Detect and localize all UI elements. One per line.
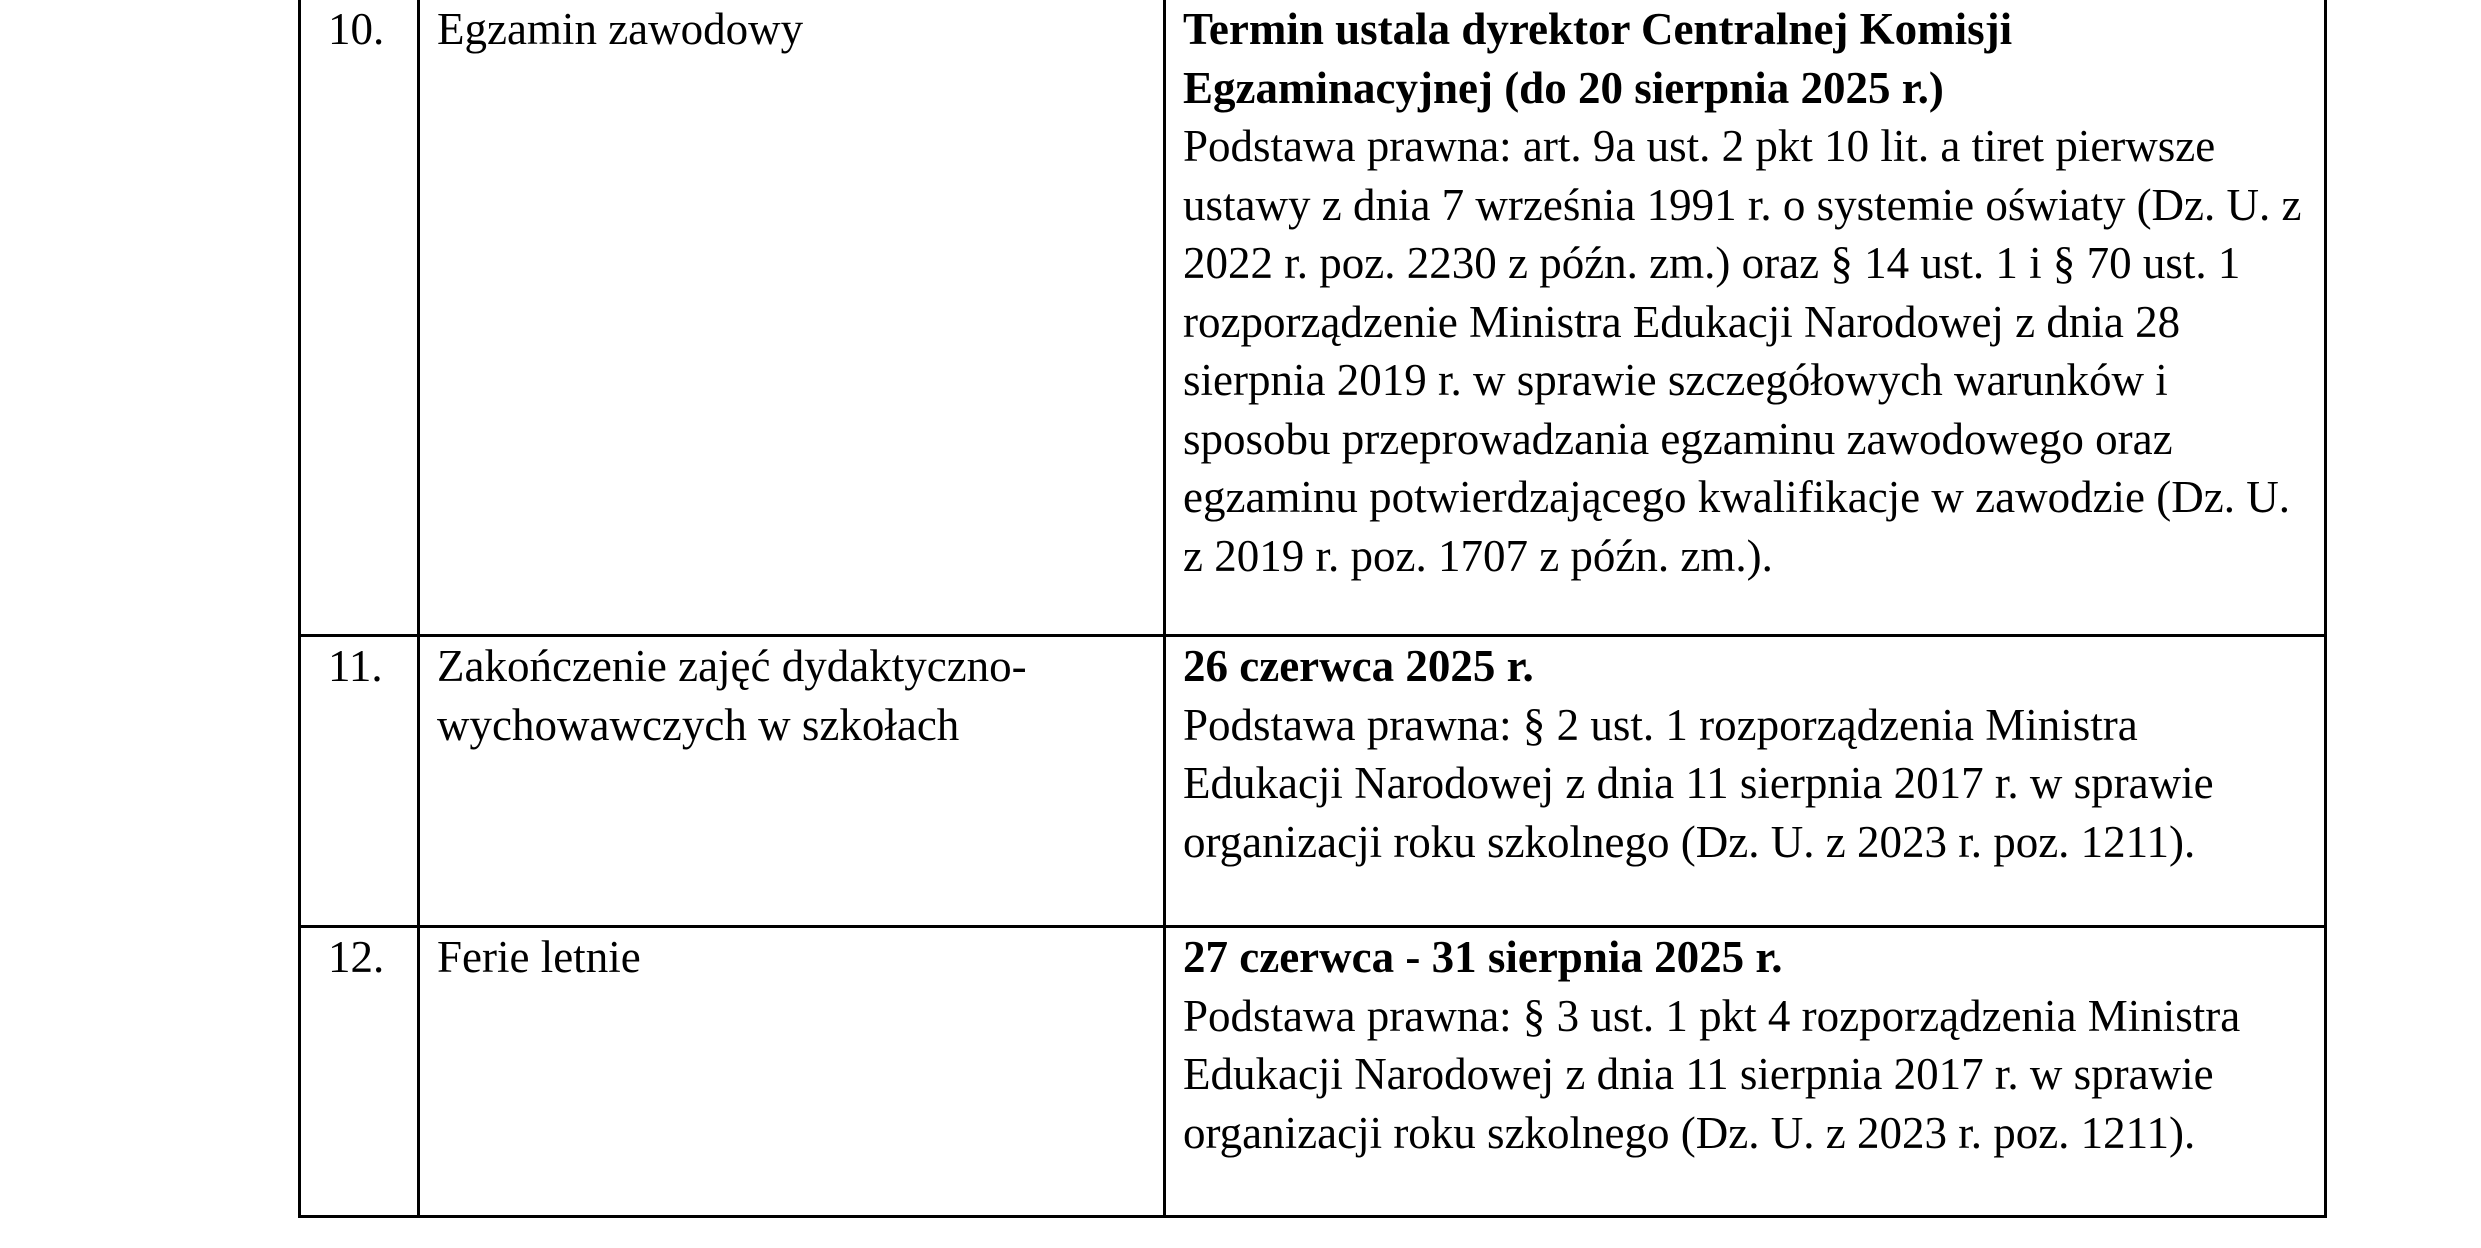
event-details	[1165, 0, 2326, 636]
legal-basis: Podstawa prawna: art. 9a ust. 2 pkt 10 lit. a tiret pierwsze ustawy z dnia 7 września 1991 r. o systemie oświaty (Dz. U. z 2022 r. poz. 2230 z późn. zm.) oraz § 14 ust. 1 i § 70 ust. 1 rozporządzenie Ministra Edukacji Narodowej z dnia 28 sierpnia 2019 r. w sprawie szczegółowych warunków i sposobu przeprowadzania egzaminu zawodowego oraz egzaminu potwierdzającego kwalifikacje w zawodzie (Dz. U. z 2019 r. poz. 1707 z późn. zm.).	[1183, 121, 2302, 581]
event-date: 27 czerwca - 31 sierpnia 2025 r.	[1183, 932, 1783, 982]
table-row	[300, 927, 2326, 1217]
event-name: Egzamin zawodowy	[419, 0, 1165, 636]
row-number: 10.	[300, 0, 419, 636]
row-number: 11.	[300, 636, 419, 927]
legal-basis: Podstawa prawna: § 2 ust. 1 rozporządzenia Ministra Edukacji Narodowej z dnia 11 sierpnia 2017 r. w sprawie organizacji roku szkolnego (Dz. U. z 2023 r. poz. 1211).	[1183, 699, 2214, 867]
event-name: Zakończenie zajęć dydaktyczno-wychowawczych w szkołach	[419, 636, 1165, 927]
event-date: Termin ustala dyrektor Centralnej Komisji Egzaminacyjnej (do 20 sierpnia 2025 r.)	[1183, 4, 2013, 113]
table-row	[300, 636, 2326, 927]
table-row	[300, 0, 2326, 636]
event-details	[1165, 927, 2326, 1217]
legal-basis: Podstawa prawna: § 3 ust. 1 pkt 4 rozporządzenia Ministra Edukacji Narodowej z dnia 11 sierpnia 2017 r. w sprawie organizacji roku szkolnego (Dz. U. z 2023 r. poz. 1211).	[1183, 990, 2241, 1158]
event-details	[1165, 636, 2326, 927]
school-calendar-table	[298, 0, 2327, 1218]
event-date: 26 czerwca 2025 r.	[1183, 641, 1534, 691]
row-number: 12.	[300, 927, 419, 1217]
event-name: Ferie letnie	[419, 927, 1165, 1217]
